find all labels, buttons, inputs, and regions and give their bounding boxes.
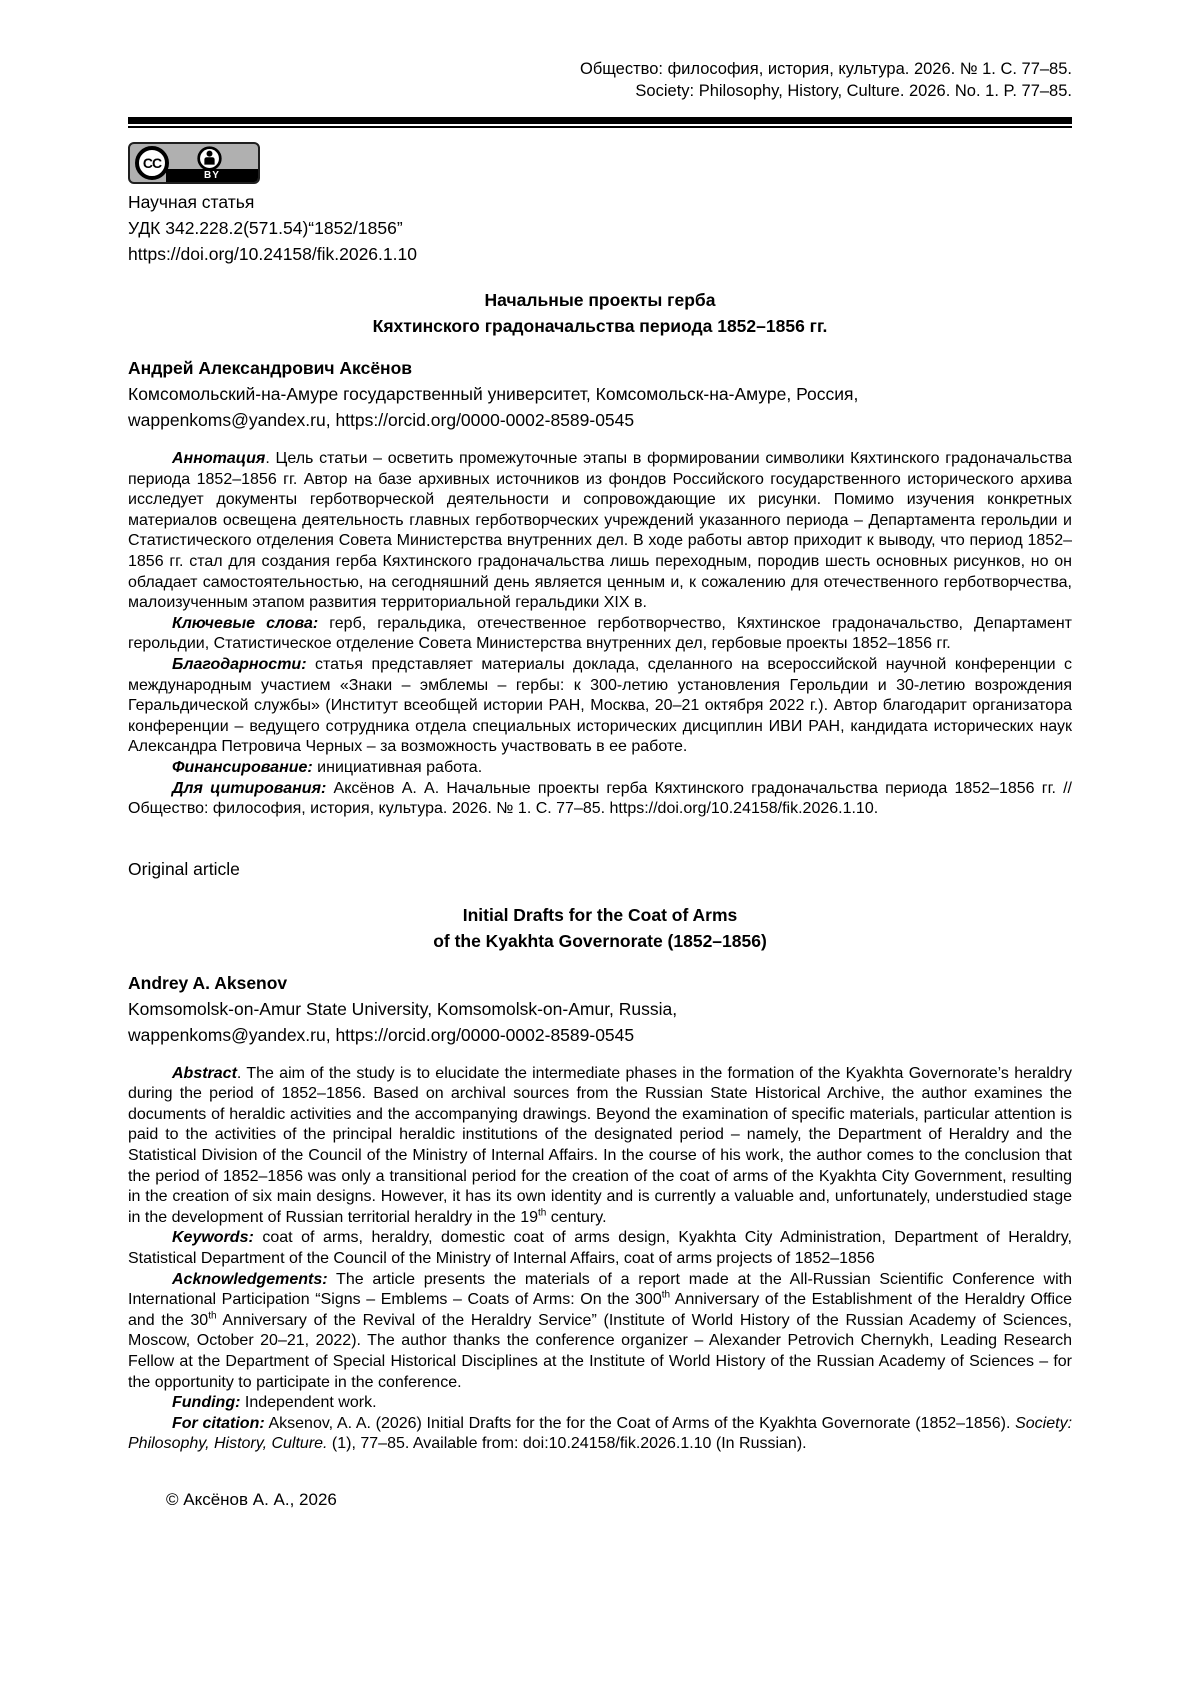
keywords-label-en: Keywords: [172,1229,254,1247]
article-title-en [128,902,1072,954]
abstract-label-en: Abstract [172,1064,237,1082]
author-block-en [128,970,1072,1048]
acknowledgements-text-ru: статья представляет материалы доклада, сделанного на всероссийской научной конференции с международным участием «Знаки – эмблемы – гербы: к 300-летию установления Герольдии и 30-летию возрождения Геральдической службы» (Институт всеобщей истории РАН, Москва, 20–21 октября 2022 г.). Автор благодарит организатора конференции – ведущего сотрудника отдела специальных исторических дисциплин ИВИ РАН, кандидата исторических наук Александра Петровича Черных – за возможность участвовать в ее работе. [128,655,1072,756]
acknowledgements-superscript-en-1: th [661,1289,671,1301]
abstract-block-en [128,1064,1072,1455]
keywords-en [128,1228,1072,1269]
attribution-person-icon [196,145,223,172]
keywords-label-ru: Ключевые слова: [172,614,319,632]
cc-by-license-badge [128,142,260,184]
rule-thin-line [128,126,1072,128]
funding-en [128,1393,1072,1414]
author-block-ru [128,355,1072,433]
article-type: Научная статья [128,192,255,212]
citation-text-ru: Аксёнов А. А. Начальные проекты герба Кяхтинского градоначальства периода 1852–1856 гг. // Общество: философия, история, культура. 2026. № 1. С. 77–85. https://doi.org/10.24158/fik.2026.1.10. [128,779,1072,818]
acknowledgements-ru [128,655,1072,758]
citation-ru [128,779,1072,820]
cc-by-label: BY [204,169,220,181]
journal-header [128,0,1072,102]
citation-en [128,1414,1072,1455]
article-title-ru-line2: Кяхтинского градоначальства периода 1852–1856 гг. [372,316,828,336]
journal-citation-en: Society: Philosophy, History, Culture. 2026. No. 1. P. 77–85. [635,82,1072,100]
rule-thick-line [128,117,1072,124]
author-affiliation-ru: Комсомольский-на-Амуре государственный университет, Комсомольск-на-Амуре, Россия, [128,384,859,404]
page-content [128,0,1072,1511]
keywords-text-en: coat of arms, heraldry, domestic coat of arms design, Kyakhta City Administration, Department of Heraldry, Statistical Department of the Council of the Ministry of Internal Affairs, coat of arms projects of 1852–1856 [128,1229,1072,1268]
header-rule [128,117,1072,128]
article-title-en-line1: Initial Drafts for the Coat of Arms [462,904,738,925]
abstract-ru [128,449,1072,614]
funding-ru [128,758,1072,779]
acknowledgements-text-en-1: The article presents the materials of a report made at the All-Russian Scientific Conference with International Participation “Signs – Emblems – Coats of Arms: On the 300 [128,1270,1072,1309]
article-title-ru-line1: Начальные проекты герба [484,290,716,310]
abstract-block-ru [128,449,1072,820]
article-title-ru [128,287,1072,339]
keywords-ru [128,614,1072,655]
citation-text-en-1: Aksenov, A. A. (2026) Initial Drafts for the for the Coat of Arms of the Kyakhta Governorate (1852–1856). [264,1414,1016,1432]
keywords-text-ru: герб, геральдика, отечественное герботворчество, Кяхтинское градоначальство, Департамент герольдии, Статистическое отделение Совета Министерства внутренних дел, гербовые проекты 1852–1856 гг. [128,614,1073,653]
udc-number: УДК 342.228.2(571.54)“1852/1856” [128,218,403,238]
funding-label-ru: Финансирование: [172,758,313,776]
abstract-en [128,1064,1072,1229]
funding-text-en: Independent work. [240,1394,377,1412]
acknowledgements-text-en-2: Anniversary of the Establishment of the Heraldry Office and the 30 [128,1291,1073,1329]
funding-text-ru: инициативная работа. [312,758,483,776]
author-contacts-ru: wappenkoms@yandex.ru, https://orcid.org/0000-0002-8589-0545 [128,410,635,430]
article-meta [128,189,1072,267]
funding-label-en: Funding: [172,1394,241,1412]
citation-label-en: For citation: [172,1414,265,1432]
author-contacts-en: wappenkoms@yandex.ru, https://orcid.org/0000-0002-8589-0545 [128,1024,635,1045]
citation-label-ru: Для цитирования: [172,779,327,797]
acknowledgements-en [128,1270,1072,1394]
citation-text-en-2: (1), 77–85. Available from: doi:10.24158/fik.2026.1.10 (In Russian). [327,1435,807,1453]
original-article-label: Original article [128,858,240,879]
citation-journal-en: Society: Philosophy, History, Culture. [128,1414,1073,1453]
journal-citation-ru: Общество: философия, история, культура. 2026. № 1. С. 77–85. [580,60,1072,78]
article-title-en-line2: of the Kyakhta Governorate (1852–1856) [433,930,767,951]
doi-link: https://doi.org/10.24158/fik.2026.1.10 [128,244,417,264]
cc-logo-icon [135,146,169,180]
author-name-ru: Андрей Александрович Аксёнов [128,358,413,378]
acknowledgements-label-en: Acknowledgements: [172,1270,328,1288]
acknowledgements-text-en-3: Anniversary of the Revival of the Heraldry Service” (Institute of World History of the Russian Academy of Sciences, Moscow, October 20–21, 2022). The author thanks the conference organizer – Alexander Petrovich Chernykh, Leading Research Fellow at the Department of Special Historical Disciplines at the Institute of World History of the Russian Academy of Sciences – for the opportunity to participate in the conference. [128,1311,1072,1391]
abstract-superscript-en: th [538,1207,547,1219]
abstract-label-ru: Аннотация [172,450,266,467]
acknowledgements-label-ru: Благодарности: [172,655,307,673]
copyright-line: © Аксёнов А. А., 2026 [166,1489,337,1509]
abstract-text-en-2: century. [546,1208,607,1226]
author-name-en: Andrey A. Aksenov [128,972,288,993]
acknowledgements-superscript-en-2: th [208,1310,217,1322]
abstract-text-en-1: . The aim of the study is to elucidate the intermediate phases in the formation of the Kyakhta Governorate’s heraldry during the period of 1852–1856. Based on archival sources from the Russian State Historical Archive, the author examines the documents of heraldic activities and the accompanying drawings. Beyond the examination of specific materials, particular attention is paid to the activities of the principal heraldic institutions of the designated period – namely, the Department of Heraldry and the Statistical Division of the Council of the Ministry of Internal Affairs. In the course of his work, the author comes to the conclusion that the period of 1852–1856 was only a transitional period for the creation of the coat of arms of the Kyakhta City Government, resulting in the creation of six main designs. However, it has its own identity and is currently a valuable and, unfortunately, understudied stage in the development of Russian territorial heraldry in the 19 [128,1064,1072,1226]
cc-logo-text: CC [142,155,162,171]
author-affiliation-en: Komsomolsk-on-Amur State University, Komsomolsk-on-Amur, Russia, [128,998,678,1019]
abstract-text-ru: . Цель статьи – осветить промежуточные этапы в формировании символики Кяхтинского градоначальства периода 1852–1856 гг. Автор на базе архивных источников из фондов Российского государственного исторического архива исследует документы герботворческой деятельности и сопровождающие их рисунки. Помимо изучения конкретных материалов освещена деятельность главных герботворческих учреждений указанного периода – Департамента герольдии и Статистического отделения Совета Министерства внутренних дел. В ходе работы автор приходит к выводу, что период 1852–1856 гг. стал для создания герба Кяхтинского градоначальства лишь переходным, породив шесть основных рисунков, но он обладает самостоятельностью, на сегодняшний день является ценным и, к сожалению для отечественного герботворчества, малоизученным этапом развития территориальной геральдики XIX в. [128,450,1072,612]
